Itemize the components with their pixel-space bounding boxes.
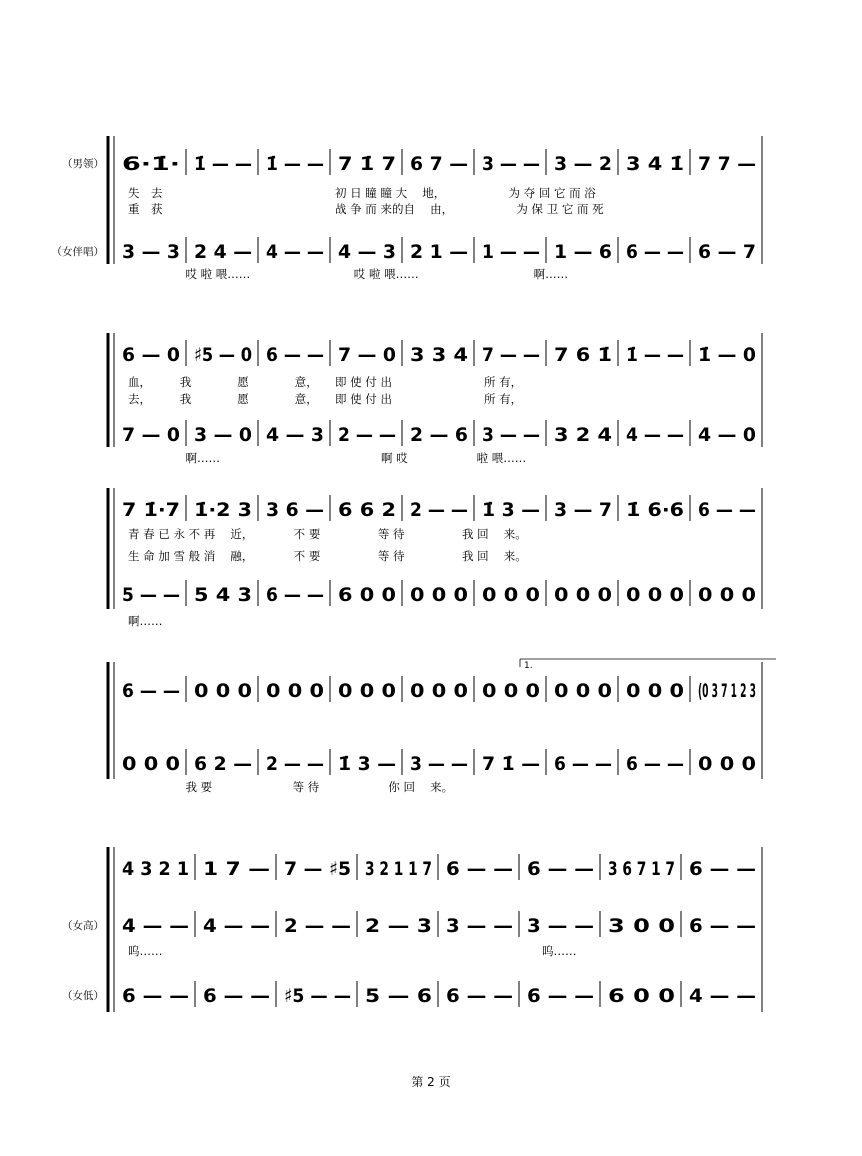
note-measure: 6 0 0 bbox=[608, 985, 675, 1007]
note-measure: 0 0 0 bbox=[266, 680, 324, 702]
note-measure: 3 6 — bbox=[266, 499, 324, 521]
note-measure: 0 0 0 bbox=[698, 753, 756, 775]
lyric-line: 重 获 战 争 而 来的自 由， 为 保 卫 它 而 死 bbox=[128, 202, 604, 216]
note-measure: ♯5 — — bbox=[284, 985, 351, 1007]
note-measure: 3 — — bbox=[446, 915, 513, 937]
note-measure: 6 — — bbox=[266, 584, 324, 606]
lyric-line: 去， 我 愿 意， 即 使 付 出 所 有， bbox=[128, 392, 523, 406]
note-measure: 3 4 1̇ bbox=[626, 153, 684, 175]
note-measure: 2 — — bbox=[266, 753, 324, 775]
note-measure: 2 — — bbox=[338, 424, 396, 446]
note-measure: 4 — 0 bbox=[698, 424, 756, 446]
note-measure: 7 1̇ — bbox=[482, 753, 540, 775]
note-measure: 6 — — bbox=[626, 241, 684, 263]
note-measure: 1̇ 3 — bbox=[338, 753, 396, 775]
note-measure: 2 — — bbox=[284, 915, 351, 937]
note-measure: 6 — — bbox=[689, 858, 756, 880]
note-measure: 0 0 0 bbox=[338, 680, 396, 702]
note-measure: ♯5 — 0 bbox=[194, 344, 252, 366]
note-measure: 6 — — bbox=[689, 915, 756, 937]
note-measure: 1̇·2 3 bbox=[194, 499, 252, 521]
lyric-line: 呜…… 呜…… bbox=[128, 944, 577, 958]
part-label: （男领） bbox=[62, 158, 104, 170]
note-measure: 2 4 — bbox=[194, 241, 252, 263]
note-measure: 3 — — bbox=[410, 753, 468, 775]
note-measure: 6 — — bbox=[122, 680, 180, 702]
note-measure: 6 — 0 bbox=[122, 344, 180, 366]
note-measure: 0 0 0 bbox=[626, 680, 684, 702]
note-measure: 6 — — bbox=[266, 344, 324, 366]
note-measure: 3 — 0 bbox=[194, 424, 252, 446]
page-number: 第 2 页 bbox=[411, 1075, 451, 1089]
note-measure: 6 — — bbox=[626, 753, 684, 775]
note-measure: 7 — 0 bbox=[338, 344, 396, 366]
note-measure: 5 4 3 bbox=[194, 584, 252, 606]
note-measure: 6 7 — bbox=[410, 153, 468, 175]
note-measure: 1̇ — — bbox=[626, 344, 684, 366]
system-5 bbox=[62, 847, 762, 1012]
note-measure: 7 — ♯5 bbox=[284, 858, 351, 880]
note-measure: 0 0 0 bbox=[698, 584, 756, 606]
note-measure: 3 2 1 1 7 bbox=[365, 858, 432, 880]
note-measure: 3 — 7 bbox=[554, 499, 612, 521]
lyric-line: 血， 我 愿 意， 即 使 付 出 所 有， bbox=[128, 375, 523, 389]
note-measure: 1̇ 6·6 bbox=[626, 499, 684, 521]
note-measure: 1 — — bbox=[482, 241, 540, 263]
lyric-line: 啊…… 啊 哎 啦 喂…… bbox=[128, 451, 527, 465]
note-measure: 4 — — bbox=[689, 985, 756, 1007]
note-measure: 4 — — bbox=[122, 915, 189, 937]
note-measure: 3 — — bbox=[482, 153, 540, 175]
note-measure: 6 — — bbox=[446, 985, 513, 1007]
note-measure: 7 1̇ 7 bbox=[338, 153, 396, 175]
note-measure: (0 3 7 1 2 3 bbox=[698, 680, 756, 702]
note-measure: 0 0 0 bbox=[410, 680, 468, 702]
note-measure: 6 0 0 bbox=[338, 584, 396, 606]
note-measure: 1̇ 3 — bbox=[482, 499, 540, 521]
note-measure: 3 — — bbox=[482, 424, 540, 446]
system-4 bbox=[108, 659, 776, 794]
system-2 bbox=[108, 333, 762, 465]
note-measure: 0 0 0 bbox=[554, 584, 612, 606]
note-measure: 1 — 6 bbox=[554, 241, 612, 263]
note-measure: 3 3 4 bbox=[410, 344, 468, 366]
note-measure: 6·1̇· bbox=[122, 153, 180, 175]
note-measure: 6 — — bbox=[446, 858, 513, 880]
note-measure: 5 — — bbox=[122, 584, 180, 606]
volta-label: 1. bbox=[524, 661, 533, 671]
lyric-line: 生 命 加 雪 般 消 融， 不 要 等 待 我 回 来。 bbox=[128, 549, 527, 563]
note-measure: 3 — 2 bbox=[554, 153, 612, 175]
note-measure: 0 0 0 bbox=[194, 680, 252, 702]
note-measure: 1̇ — 0 bbox=[698, 344, 756, 366]
note-measure: 0 0 0 bbox=[554, 680, 612, 702]
note-measure: 3 2 4 bbox=[554, 424, 612, 446]
note-measure: 0 0 0 bbox=[122, 753, 180, 775]
lyric-line: 啊…… bbox=[128, 614, 163, 628]
note-measure: 7 7 — bbox=[698, 153, 756, 175]
note-measure: 4 — — bbox=[626, 424, 684, 446]
note-measure: 1̇ — — bbox=[266, 153, 324, 175]
note-measure: 7 — — bbox=[482, 344, 540, 366]
note-measure: 7 — 0 bbox=[122, 424, 180, 446]
note-measure: 2 — — bbox=[410, 499, 468, 521]
lyric-line: 我 要 等 待 你 回 来。 bbox=[128, 780, 454, 794]
note-measure: 0 0 0 bbox=[626, 584, 684, 606]
note-measure: 1 7 — bbox=[203, 858, 270, 880]
note-measure: 3 0 0 bbox=[608, 915, 675, 937]
system-3 bbox=[108, 488, 762, 628]
note-measure: 3 — — bbox=[527, 915, 594, 937]
note-measure: 4 — — bbox=[266, 241, 324, 263]
note-measure: 2 1 — bbox=[410, 241, 468, 263]
lyric-line: 哎 啦 喂…… 哎 啦 喂…… 啊…… bbox=[128, 267, 569, 281]
note-measure: 6 — — bbox=[554, 753, 612, 775]
note-measure: 1̇ — — bbox=[194, 153, 252, 175]
note-measure: 3 6 7 1 7 bbox=[608, 858, 675, 880]
note-measure: 6 — — bbox=[122, 985, 189, 1007]
note-measure: 0 0 0 bbox=[482, 680, 540, 702]
note-measure: 0 0 0 bbox=[482, 584, 540, 606]
note-measure: 2 — 6 bbox=[410, 424, 468, 446]
note-measure: 6 2 — bbox=[194, 753, 252, 775]
note-measure: 6 — — bbox=[698, 499, 756, 521]
note-measure: 5 — 6 bbox=[365, 985, 432, 1007]
note-measure: 6 — — bbox=[527, 985, 594, 1007]
system-1 bbox=[52, 136, 763, 281]
note-measure: 6 — 7 bbox=[698, 241, 756, 263]
part-label: （女伴唱） bbox=[51, 246, 104, 258]
note-measure: 2 — 3 bbox=[365, 915, 432, 937]
note-measure: 4 3 2 1 bbox=[122, 858, 189, 880]
note-measure: 4 — 3 bbox=[338, 241, 396, 263]
note-measure: 0 0 0 bbox=[410, 584, 468, 606]
note-measure: 4 — — bbox=[203, 915, 270, 937]
part-label: （女低） bbox=[62, 990, 104, 1002]
lyric-line: 青 春 已 永 不 再 近， 不 要 等 待 我 回 来。 bbox=[128, 527, 527, 541]
note-measure: 7 6 1̇ bbox=[554, 344, 612, 366]
note-measure: 4 — 3 bbox=[266, 424, 324, 446]
note-measure: 6 — — bbox=[203, 985, 270, 1007]
lyric-line: 失 去 初 日 瞳 瞳 大 地， 为 夺 回 它 而 浴 bbox=[128, 186, 596, 200]
note-measure: 3 — 3 bbox=[122, 241, 180, 263]
note-measure: 6 6 2 bbox=[338, 499, 396, 521]
note-measure: 7 1̇·7 bbox=[122, 499, 180, 521]
note-measure: 6 — — bbox=[527, 858, 594, 880]
part-label: （女高） bbox=[62, 920, 104, 932]
